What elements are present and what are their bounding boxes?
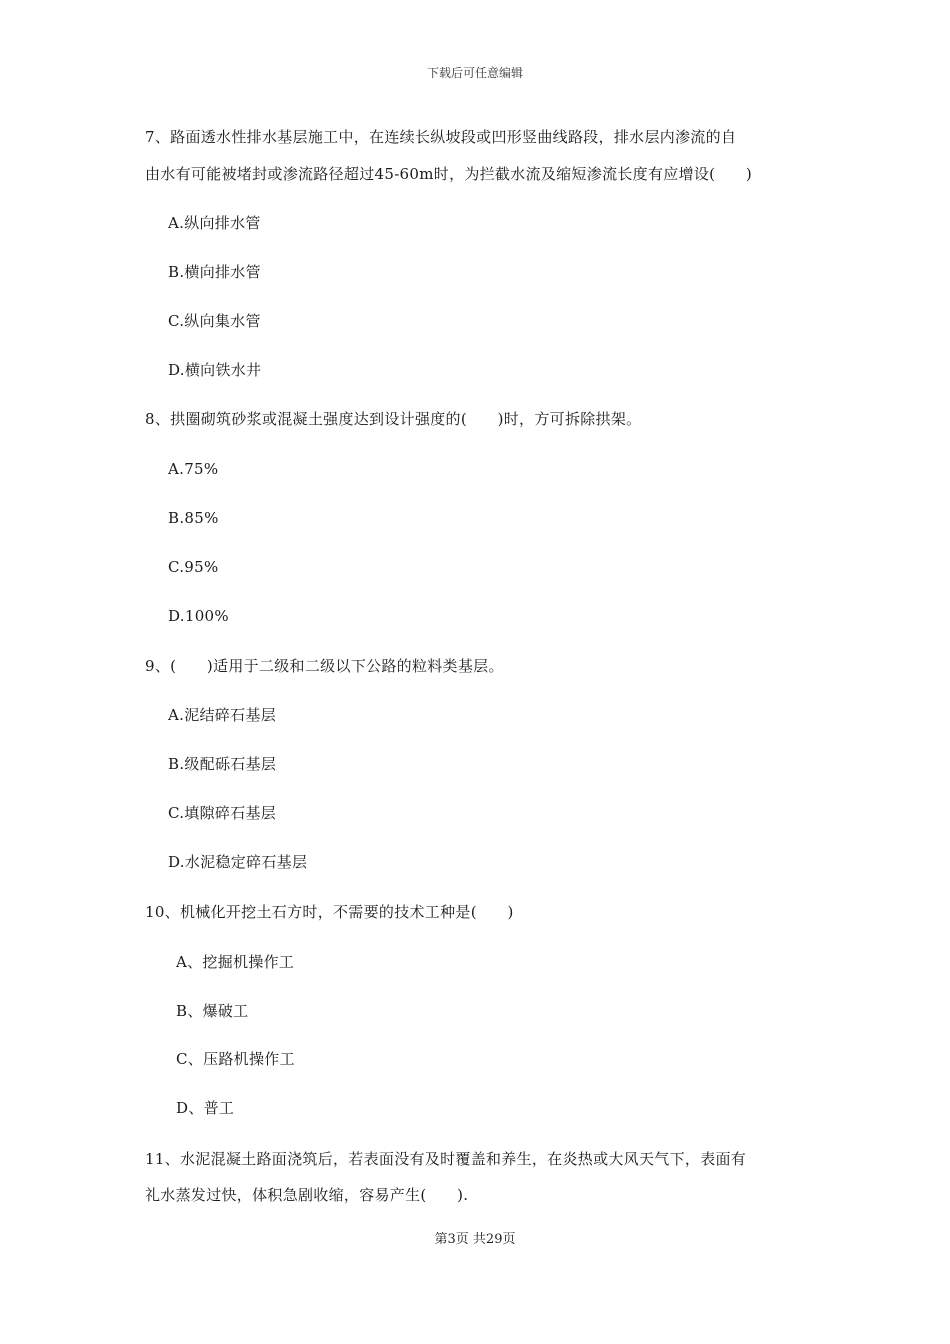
question-10-option-c: C、压路机操作工 [176,1050,295,1068]
question-9-option-c: C.填隙碎石基层 [168,804,277,822]
question-8-option-a: A.75% [168,460,219,478]
page-number: 第3页 共29页 [434,1232,516,1247]
question-7-option-d: D.横向铁水井 [168,361,262,379]
question-9-stem: 9、( )适用于二级和二级以下公路的粒料类基层。 [145,657,504,675]
question-7-stem-line-2: 由水有可能被堵封或渗流路径超过45-60m时，为拦截水流及缩短渗流长度有应增设( ) [145,165,753,183]
question-10-stem: 10、机械化开挖土石方时，不需要的技术工种是( ) [145,903,514,921]
question-8-option-c: C.95% [168,558,219,576]
question-9-option-d: D.水泥稳定碎石基层 [168,853,308,871]
question-9-option-a: A.泥结碎石基层 [168,706,277,724]
question-11-stem-line-2: 礼水蒸发过快，体积急剧收缩，容易产生( ). [145,1186,469,1204]
question-10-option-b: B、爆破工 [176,1002,249,1020]
question-10-option-d: D、普工 [176,1099,235,1117]
question-9-option-b: B.级配砾石基层 [168,755,277,773]
page-header: 下载后可任意编辑 [426,66,523,80]
question-11-stem-line-1: 11、水泥混凝土路面浇筑后，若表面没有及时覆盖和养生，在炎热或大风天气下，表面有 [145,1150,747,1168]
question-7-option-a: A.纵向排水管 [168,214,261,232]
question-7-option-c: C.纵向集水管 [168,312,261,330]
question-8-option-d: D.100% [168,607,229,625]
question-7-stem-line-1: 7、路面透水性排水基层施工中，在连续长纵坡段或凹形竖曲线路段，排水层内渗流的自 [145,128,737,146]
question-10-option-a: A、挖掘机操作工 [176,953,295,971]
question-8-option-b: B.85% [168,509,219,527]
question-8-stem: 8、拱圈砌筑砂浆或混凝土强度达到设计强度的( )时，方可拆除拱架。 [145,410,642,428]
question-7-option-b: B.横向排水管 [168,263,261,281]
